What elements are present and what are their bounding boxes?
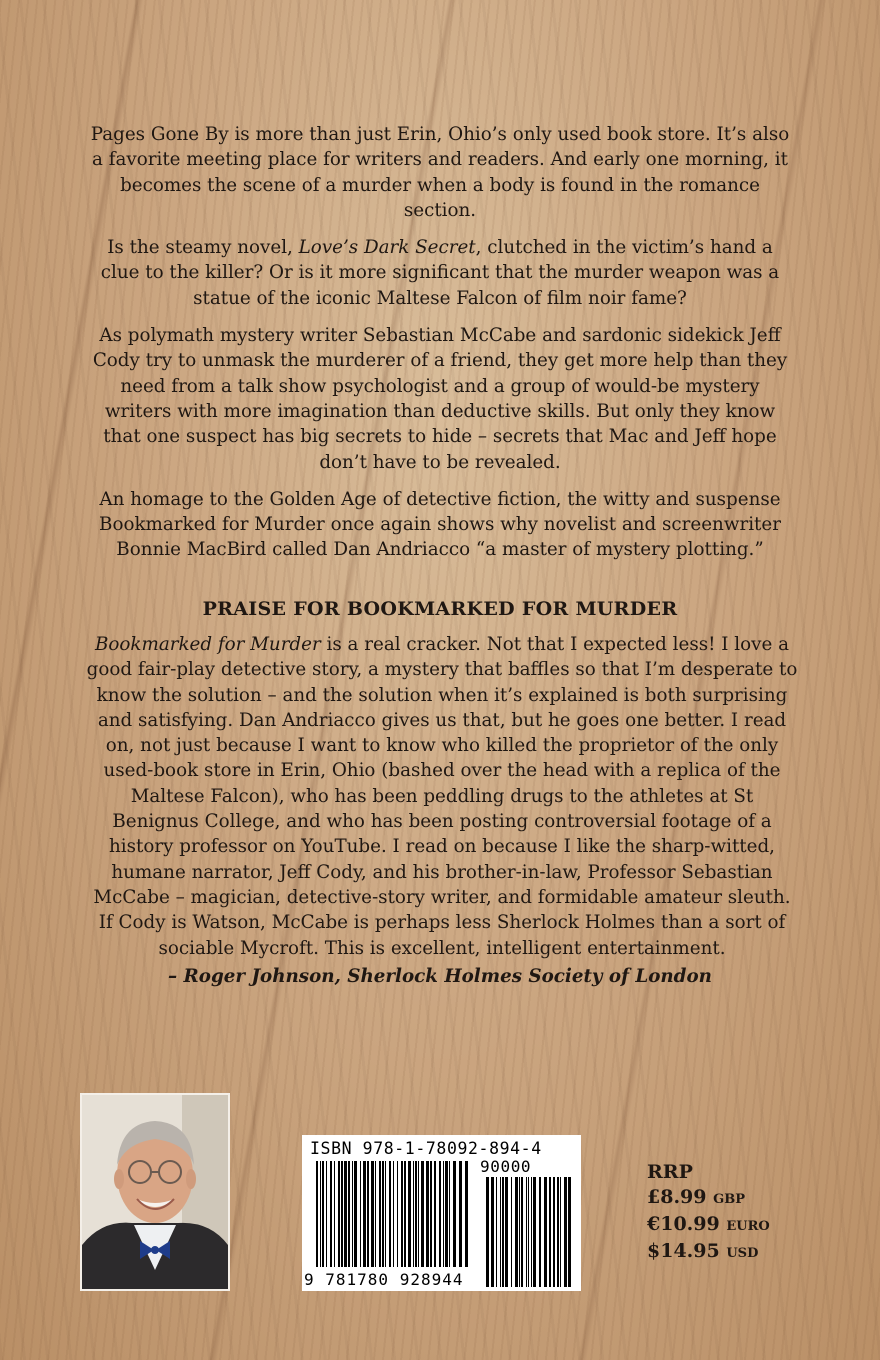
price-usd: $14.95 USD xyxy=(647,1240,759,1262)
blurb-paragraph-1: Pages Gone By is more than just Erin, Ohio’s only used book store. It’s also a favorite meeting place for writers and readers. And early one morning, it becomes the scene of a murder when a body is found in the romance section. xyxy=(90,124,790,221)
praise-heading: PRAISE FOR BOOKMARKED FOR MURDER xyxy=(202,598,678,620)
barcode-ean-number: 9 781780 928944 xyxy=(304,1270,464,1289)
blurb xyxy=(86,122,794,575)
isbn-barcode xyxy=(302,1135,581,1291)
author-photo xyxy=(80,1093,230,1291)
book-title: Bookmarked for Murder xyxy=(94,634,321,655)
blurb-paragraph-3: As polymath mystery writer Sebastian McCabe and sardonic sidekick Jeff Cody try to unmask the murderer of a friend, they get more help than they need from a talk show psychologist and a group of would-be mystery writers with more imagination than deductive skills. But only they know that one suspect has big secrets to hide – secrets that Mac and Jeff hope don’t have to be revealed. xyxy=(92,325,788,473)
author-portrait-image xyxy=(82,1095,228,1289)
price-eur: €10.99 EURO xyxy=(647,1213,770,1235)
blurb-paragraph-2: Is the steamy novel, Love’s Dark Secret, clutched in the victim’s hand a clue to the killer? Or is it more significant that the murder weapon was a statue of the iconic Maltese Falcon of film noir fame? xyxy=(100,237,780,309)
price-gbp: £8.99 GBP xyxy=(647,1186,745,1208)
praise-attribution: – Roger Johnson, Sherlock Holmes Society of London xyxy=(168,966,712,987)
price-label: RRP xyxy=(647,1161,693,1183)
blurb-paragraph-4: An homage to the Golden Age of detective fiction, the witty and suspense Bookmarked for Murder once again shows why novelist and screenwriter Bonnie MacBird called Dan Andriacco “a master of mystery plotting.” xyxy=(99,488,781,561)
price-block xyxy=(647,1160,770,1266)
novel-title: Love’s Dark Secret xyxy=(298,237,476,259)
barcode-bars xyxy=(302,1135,581,1291)
barcode-addon-number: 90000 xyxy=(480,1157,532,1176)
praise-quote: Bookmarked for Murder is a real cracker. Not that I expected less! I love a good fair-play detective story, a mystery that baffles so that I’m desperate to know the solution – and the solution when it’s explained is both surprising and satisfying. Dan Andriacco gives us that, but he goes one better. I read on, not just because I want to know who killed the proprietor of the only used-book store in Erin, Ohio (bashed over the head with a replica of the Maltese Falcon), who has been peddling drugs to the athletes at St Benignus College, and who has been posting controversial footage of a history professor on YouTube. I read on because I like the sharp-witted, humane narrator, Jeff Cody, and his brother-in-law, Professor Sebastian McCabe – magician, detective-story writer, and formidable amateur sleuth. If Cody is Watson, McCabe is perhaps less Sherlock Holmes than a sort of sociable Mycroft. This is excellent, intelligent entertainment. xyxy=(86,634,798,959)
isbn-label: ISBN 978-1-78092-894-4 xyxy=(310,1139,542,1158)
